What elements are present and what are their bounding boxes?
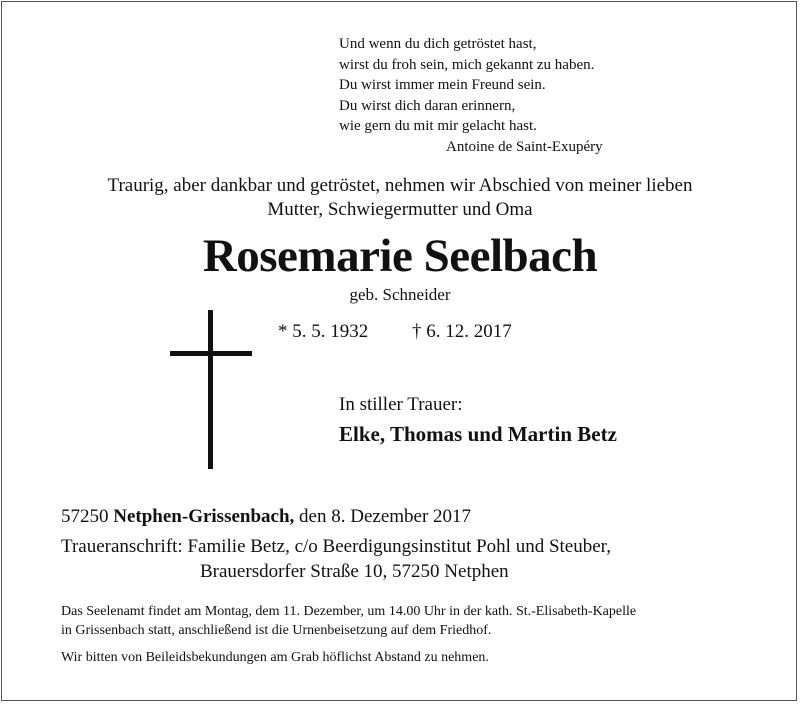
cross-icon bbox=[208, 310, 213, 469]
poem-author: Antoine de Saint-Exupéry bbox=[446, 139, 603, 155]
death-date: † 6. 12. 2017 bbox=[412, 321, 512, 342]
place-date-text: den 8. Dezember 2017 bbox=[299, 506, 472, 527]
intro-text bbox=[0, 174, 800, 222]
poem-line: Und wenn du dich getröstet hast, bbox=[339, 36, 537, 52]
deceased-name: Rosemarie Seelbach bbox=[202, 230, 598, 282]
intro-line-1: Traurig, aber dankbar und getröstet, nehmen wir Abschied von meiner lieben bbox=[107, 175, 693, 196]
place-zip: 57250 bbox=[61, 506, 109, 527]
poem-line: wie gern du mit mir gelacht hast. bbox=[339, 118, 537, 134]
cross-icon-bar bbox=[170, 351, 252, 356]
address-line-1: Traueranschrift: Familie Betz, c/o Beerdigungsinstitut Pohl und Steuber, bbox=[61, 536, 611, 557]
service-notice bbox=[61, 602, 791, 640]
poem-line: Du wirst immer mein Freund sein. bbox=[339, 77, 546, 93]
poem-line: Du wirst dich daran erinnern, bbox=[339, 97, 516, 114]
address-line-2: Brauersdorfer Straße 10, 57250 Netphen bbox=[200, 561, 509, 582]
mourner-names: Elke, Thomas und Martin Betz bbox=[339, 422, 617, 446]
poem-line: wirst du froh sein, mich gekannt zu haben. bbox=[339, 56, 595, 73]
intro-line-2: Mutter, Schwiegermutter und Oma bbox=[267, 199, 533, 220]
place-town: Netphen-Grissenbach, bbox=[113, 506, 295, 527]
place-date bbox=[61, 506, 471, 528]
birth-date: * 5. 5. 1932 bbox=[278, 321, 369, 342]
maiden-name: geb. Schneider bbox=[349, 285, 451, 304]
notice-line-2: in Grissenbach statt, anschließend ist die Urnenbeisetzung auf dem Friedhof. bbox=[61, 623, 492, 638]
poem bbox=[339, 34, 603, 155]
notice-line-1: Das Seelenamt findet am Montag, dem 11. Dezember, um 14.00 Uhr in der kath. St.-Elisabeth-Kapelle bbox=[61, 604, 637, 619]
mourning-intro: In stiller Trauer: bbox=[339, 394, 463, 415]
condolence-request: Wir bitten von Beileidsbekundungen am Grab höflichst Abstand zu nehmen. bbox=[61, 650, 489, 665]
